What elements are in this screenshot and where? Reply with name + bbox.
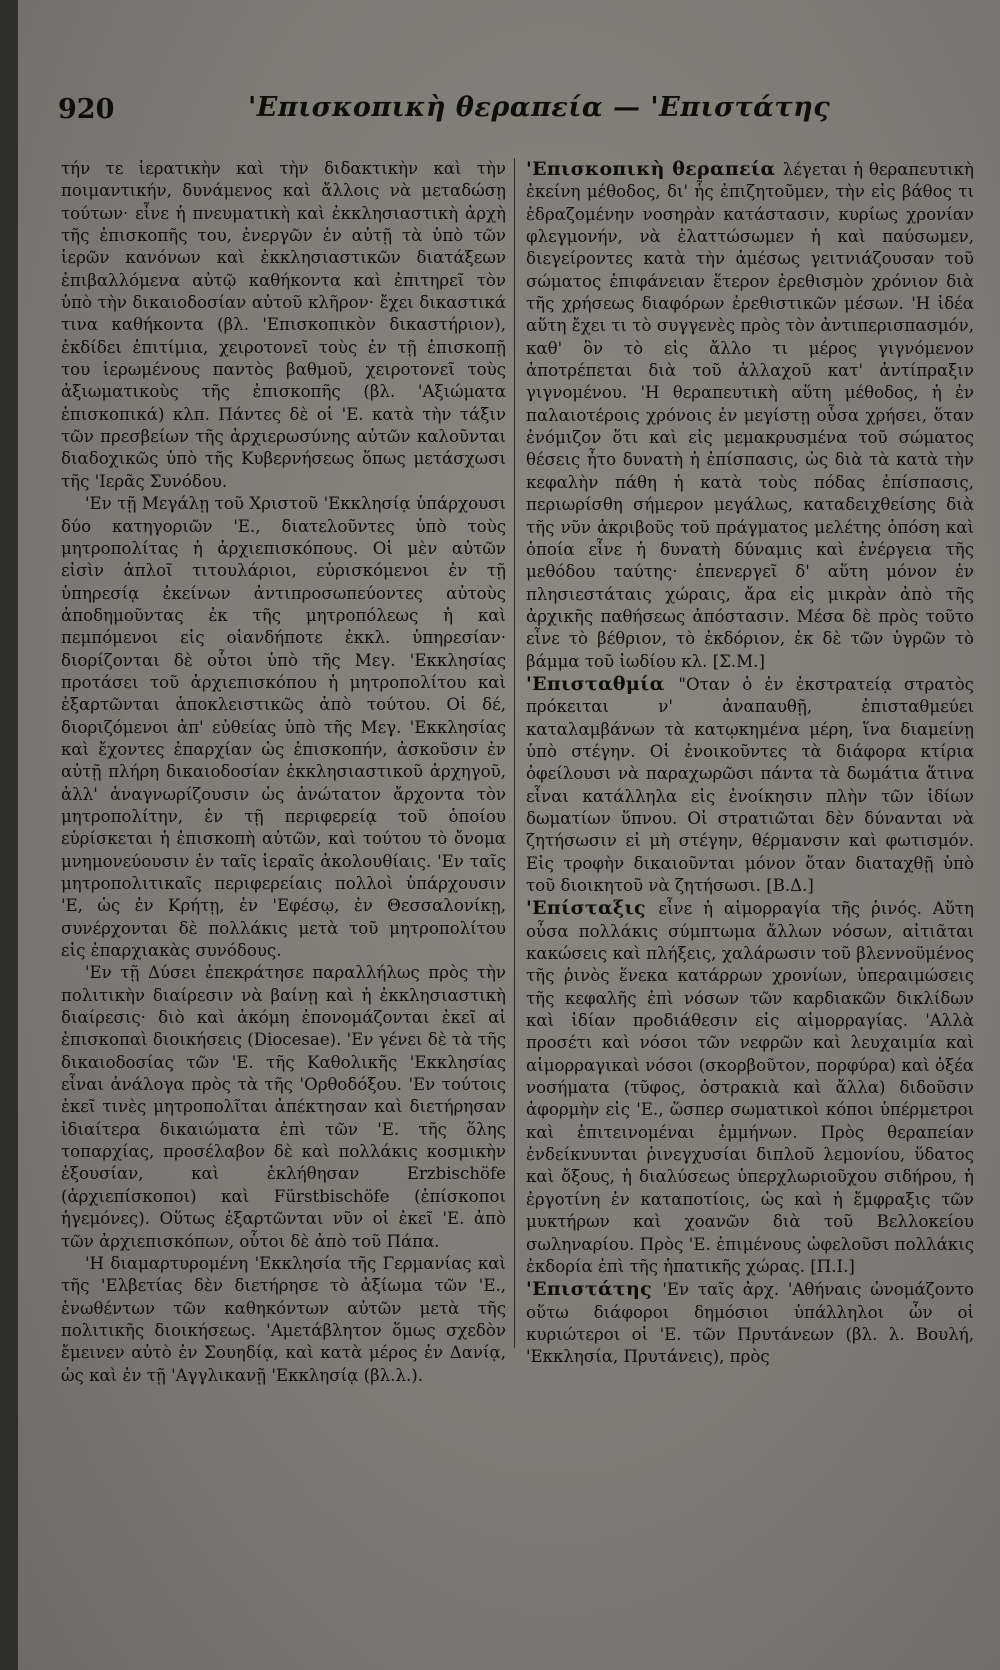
page-header	[18, 92, 1000, 132]
paragraph: τήν τε ἱερατικὴν καὶ τὴν διδακτικὴν καὶ τὴν ποιμαντικήν, δυνάμενος καὶ ἄλλοις νὰ μεταδώσῃ τούτων· εἶνε ἡ πνευματικὴ καὶ ἐκκλησιαστικὴ ἀρχὴ τῆς ἐπισκοπῆς του, ἐνεργῶν ἐν αὐτῇ τὰ ὑπὸ τῶν ἱερῶν κανόνων καὶ ἐκκλησιαστικῶν διατάξεων ἐπιβαλλόμενα αὐτῷ καθήκοντα καὶ ἐπιτηρεῖ τὸν ὑπὸ τὴν δικαιοδοσίαν αὐτοῦ κλῆρον· ἔχει δικαστικά τινα καθήκοντα (βλ. 'Επισκοπικὸν δικαστήριον), ἐκδίδει ἐπιτίμια, χειροτονεῖ τοὺς ἐν τῇ ἐπισκοπῇ του ἱερωμένους παντὸς βαθμοῦ, χειροτονεῖ τοὺς ἀξιωματικοὺς τῆς ἐπισκοπῆς (βλ. 'Αξιώματα ἐπισκοπικά) κλπ. Πάντες δὲ οἱ 'Ε. κατὰ τὴν τάξιν τῶν πρεσβείων τῆς ἀρχιερωσύνης αὐτῶν καλοῦνται διαδοχικῶς ὑπὸ τῆς Κυβερνήσεως ὅπως μετάσχωσι τῆς 'Ιερᾶς Συνόδου.	[61, 159, 506, 491]
entry-text: "Οταν ὁ ἐν ἐκστρατείᾳ στρατὸς πρόκειται ν' ἀναπαυθῇ, ἐπισταθμεύει καταλαμβάνων τὰ κατῳκημένα μέρη, ἵνα διαμείνῃ ὑπὸ στέγην. Οἱ ἐνοικοῦντες τὰ διάφορα κτίρια ὀφείλουσι νὰ παραχωρῶσι πάντα τὰ δωμάτια ἅτινα εἶναι κατάλληλα εἰς ἐνοίκησιν πλὴν τῶν ἰδίων δωματίων ὕπνου. Οἱ στρατιῶται δὲν δύνανται νὰ ζητήσωσιν εἰ μὴ στέγην, θέρμανσιν καὶ φωτισμόν. Εἰς τροφὴν δικαιοῦνται μόνον ὅταν διαταχθῇ ὑπὸ τοῦ διοικητοῦ νὰ ζητήσωσι. [Β.Δ.]	[526, 674, 974, 895]
left-column	[61, 158, 506, 1387]
paragraph: 'Εν τῇ Μεγάλῃ τοῦ Χριστοῦ 'Εκκλησίᾳ ὑπάρχουσι δύο κατηγοριῶν 'Ε., διατελοῦντες ὑπὸ τοὺς μητροπολίτας ἡ ἀρχιεπισκόπους. Οἱ μὲν αὐτῶν εἰσὶν ἁπλοῖ τιτουλάριοι, εὑρισκόμενοι ἐν τῇ ὑπηρεσίᾳ ἐκείνων ἀντιπροσωπεύοντες αὐτοὺς ἀποδημοῦντας ἐκ τῆς μητροπόλεως ἡ καὶ πεμπόμενοι εἰς οἱανδήποτε ἐκκλ. ὑπηρεσίαν· διορίζονται δὲ οὗτοι ὑπὸ τῆς Μεγ. 'Εκκλησίας προτάσει τοῦ ἀρχιεπισκόπου ἡ μητροπολίτου καὶ ἐξαρτῶνται ἀποκλειστικῶς ἀπὸ τούτου. Οἱ δέ, διοριζόμενοι ἀπ' εὐθείας ὑπὸ τῆς Μεγ. 'Εκκλησίας καὶ ἔχοντες ἐπαρχίαν ὡς ἐπισκοπήν, ἀσκοῦσιν ἐν αὐτῇ πλήρη δικαιοδοσίαν ἐκκλησιαστικοῦ ἀρχηγοῦ, ἀλλ' ἀναγνωρίζουσιν ὡς ἀνώτατον ἄρχοντα τὸν μητροπολίτην, ἐν τῇ περιφερείᾳ τοῦ ὁποίου εὑρίσκεται ἡ ἐπισκοπὴ αὐτῶν, καὶ τούτου τὸ ὄνομα μνημονεύουσιν ἐν ταῖς ἱεραῖς ἀκολουθίαις. 'Εν ταῖς μητροπολιτικαῖς περιφερείαις πολλοὶ ὑπάρχουσιν 'Ε, ὡς ἐν Κρήτῃ, ἐν 'Εφέσῳ, ἐν Θεσσαλονίκῃ, συνέρχονται δὲ πολλάκις μετὰ τοῦ μητροπολίτου εἰς ἐπαρχιακὰς συνόδους.	[61, 494, 506, 961]
paragraph: 'Η διαμαρτυρομένη 'Εκκλησία τῆς Γερμανίας καὶ τῆς 'Ελβετίας δὲν διετήρησε τὸ ἀξίωμα τῶν 'Ε., ἑνωθέντων τῶν καθηκόντων αὐτῶν μετὰ τῆς πολιτικῆς διοικήσεως. 'Αμετάβλητον ὅμως σχεδὸν ἔμεινεν αὐτὸ ἐν Σουηδίᾳ, καὶ κατὰ μέρος ἐν Δανίᾳ, ὡς καὶ ἐν τῇ 'Αγγλικανῇ 'Εκκλησίᾳ (βλ.λ.).	[61, 1253, 506, 1385]
entry-text: εἶνε ἡ αἱμορραγία τῆς ῥινός. Αὕτη οὖσα πολλάκις σύμπτωμα ἄλλων νόσων, αἰτιᾶται κακώσεις καὶ πλήξεις, χαλάρωσιν τοῦ βλεννοϋμένος τῆς ῥινὸς ἕνεκα κατάρρων χρονίων, ὑπεραιμώσεις τῆς κεφαλῆς ἐπὶ νόσων τῶν καρδιακῶν δικλίδων καὶ ἰδίαν προδιάθεσιν εἰς αἱμορραγίας. 'Αλλὰ προσέτι καὶ νόσοι τῶν νεφρῶν καὶ λευχαιμία καὶ αἱμορραγικαὶ νόσοι (σκορβοῦτον, πορφύρα) καὶ ὀξέα νοσήματα (τῦφος, ὀστρακιὰ καὶ ἄλλα) διδοῦσιν ἀφορμὴν εἰς 'Ε., ὥσπερ σωματικοὶ κόποι ὑπέρμετροι καὶ ἐπιτεινομέναι ἐμμήνων. Πρὸς θεραπείαν ἐνδείκνυνται ῥινεγχυσίαι διπλοῦ λεμονίου, ὕδατος καὶ ὄξους, ἡ διαλύσεως ὑπερχλωριοῦχου σιδήρου, ἡ ἐργοτίνη ἐν καταποτίοις, ὡς καὶ ἡ ἔμφραξις τῶν μυκτήρων καὶ χοανῶν διὰ τοῦ Βελλοκείου σωληναρίου. Πρὸς 'Ε. ἐπιμένους ὠφελοῦσι πολλάκις ἐκδορία ἐπὶ τῆς ἡπατικῆς χώρας. [Π.Ι.]	[526, 899, 975, 1276]
column-divider	[514, 158, 515, 1348]
page-number: 920	[58, 94, 115, 125]
dictionary-entry	[526, 1278, 974, 1368]
entry-headword: 'Επιστάτης	[526, 1278, 663, 1301]
dictionary-entry	[526, 673, 974, 897]
entry-headword: 'Επισταθμία	[526, 672, 679, 695]
paragraph: 'Εν τῇ Δύσει ἐπεκράτησε παραλλήλως πρὸς τὴν πολιτικὴν διαίρεσιν νὰ βαίνῃ καὶ ἡ ἐκκλησιαστικὴ διαίρεσις· διὸ καὶ ἀκόμη ἐπονομάζονται ἐκεῖ αἱ ἐπισκοπαὶ διοικήσεις (Diocesae). 'Εν γένει δὲ τὰ τῆς δικαιοδοσίας τῶν 'Ε. τῆς Καθολικῆς 'Εκκλησίας εἶναι ἀνάλογα πρὸς τὰ τῆς 'Ορθοδόξου. 'Εν τούτοις ἐκεῖ τινὲς μητροπολῖται ἀπέκτησαν καὶ διετήρησαν ἰδιαίτερα δικαιώματα ἐπὶ τῶν 'Ε. τῆς ὅλης τοπαρχίας, προσέλαβον δὲ καὶ πολλάκις κοσμικὴν ἐξουσίαν, καὶ ἐκλήθησαν Erzbischöfe (ἀρχιεπίσκοποι) καὶ Fürstbischöfe (ἐπίσκοποι ἡγεμόνες). Οὕτως ἐξαρτῶνται νῦν οἱ ἐκεῖ 'Ε. ἀπὸ τῶν ἀρχιεπισκόπων, οὗτοι δὲ ἀπὸ τοῦ Πάπα.	[61, 963, 506, 1251]
scanned-page	[18, 0, 1000, 1670]
entry-headword: 'Επισκοπικὴ θεραπεία	[526, 158, 783, 180]
entry-headword: 'Επίσταξις	[526, 897, 659, 920]
dictionary-entry	[526, 158, 974, 673]
dictionary-entry	[526, 897, 974, 1278]
right-column	[526, 158, 974, 1369]
entry-text: 'Εν ταῖς ἀρχ. 'Αθήναις ὠνομάζοντο οὕτω διάφοροι δημόσιοι ὑπάλληλοι ὧν οἱ κυριώτεροι οἱ 'Ε. τῶν Πρυτάνεων (βλ. λ. Βουλή, 'Εκκλησία, Πρυτάνεις), πρὸς	[526, 1280, 974, 1367]
entry-text: λέγεται ἡ θεραπευτικὴ ἐκείνη μέθοδος, δι' ἧς ἐπιζητοῦμεν, τὴν εἰς βάθος τι ἑδραζομένην νοσηρὰν κατάστασιν, κυρίως χρονίαν φλεγμονήν, νὰ ἐλαττώσωμεν ἡ καὶ παύσωμεν, διεγείροντες κατὰ τὴν ἀμέσως γειτνιάζουσαν τοῦ σώματος ἐπιφάνειαν ἕτερον ἐρεθισμὸν χρόνιον διὰ τῆς χρήσεως διαφόρων ἐρεθιστικῶν μέσων. 'Η ἰδέα αὕτη ἔχει τι τὸ συγγενὲς πρὸς τὸν ἀντιπερισπασμόν, καθ' ὃν τὸ εἰς ἄλλο τι μέρος γιγνόμενον ἀποτρέπεται διὰ τοῦ ἀλλαχοῦ κατ' ἀντίπραξιν γιγνομένου. 'Η θεραπευτικὴ αὕτη μέθοδος, ἡ ἐν παλαιοτέροις χρόνοις ἐν μεγίστῃ οὖσα χρήσει, ὅταν ἐνόμιζον ὅτι καὶ εἰς μεμακρυσμένα τοῦ σώματος θέσεις ἦτο δυνατὴ ἡ ἐπίσπασις, ὡς διὰ τὰ κατὰ τὴν κεφαλὴν πάθη ἡ κατὰ τοὺς πόδας ἐπίσπασις, περιωρίσθη σήμερον μεγάλως, καταδειχθείσης διὰ τῆς νῦν ἀκριβοῦς τοῦ πράγματος μελέτης ὁπόση καὶ ὁποία εἶνε ἡ δυνατὴ δύναμις καὶ ἐνέργεια τῆς μεθόδου ταύτης· ἐπενεργεῖ δ' αὕτη μόνον ἐν πλησιεστάταις χώραις, ἄρα εἰς μικρὰν ἀπὸ τῆς ἀρχικῆς παθήσεως ἀπόστασιν. Μέσα δὲ πρὸς τοῦτο εἶνε τὸ βέθριον, τὸ ἐκδόριον, ἐκ δὲ τῶν ὑγρῶν τὸ βάμμα τοῦ ἰωδίου κλ. [Σ.Μ.]	[526, 160, 974, 671]
running-title: 'Επισκοπικὴ θεραπεία — 'Επιστάτης	[248, 92, 831, 123]
